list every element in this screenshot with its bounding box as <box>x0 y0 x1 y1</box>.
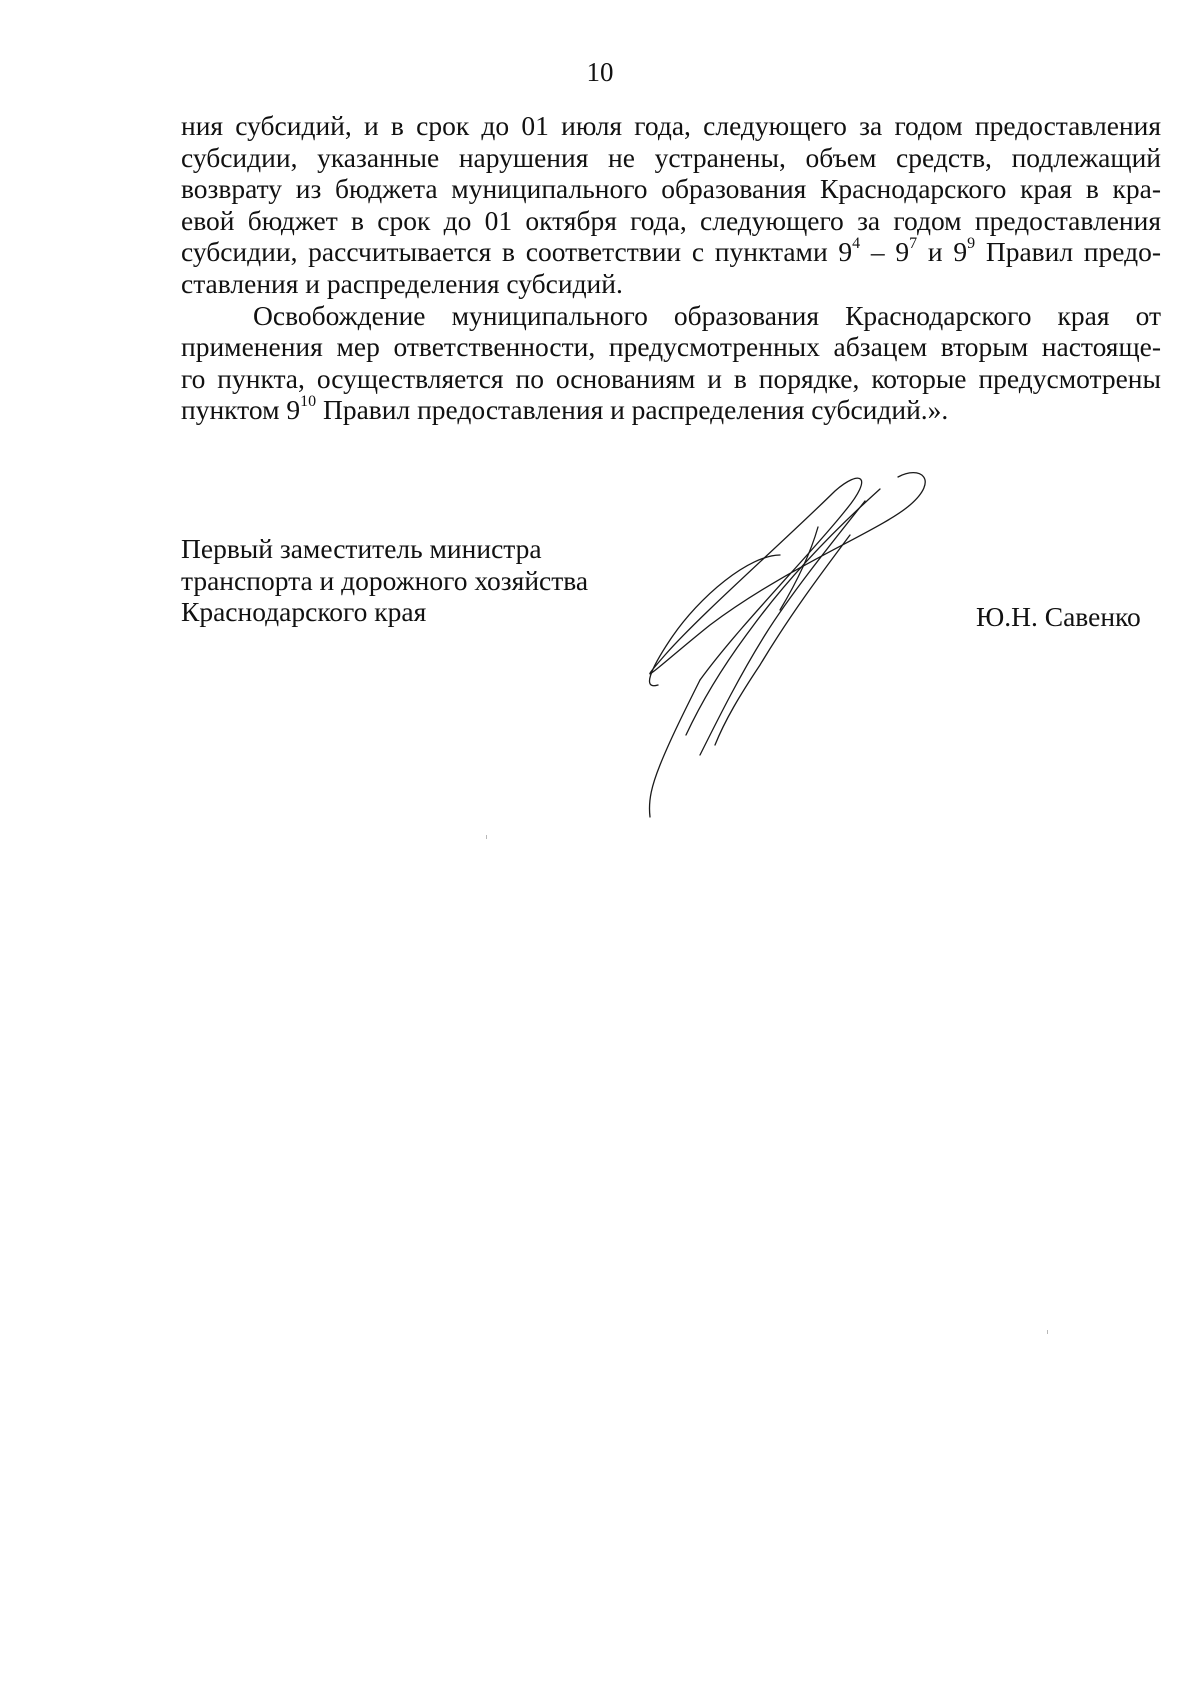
paragraph-2-line-3: го пункта, осуществляется по основаниям и в порядке, которые предусмотрены <box>181 362 1161 394</box>
paragraph-1-line-1: ния субсидий, и в срок до 01 июля года, следующего за годом предоставления <box>181 110 1161 141</box>
paragraph-1-line-5: субсидии, рассчитывается в соответствии с пунктами $9^4 - 9^7$ и $9^9$ Правил предо- <box>181 235 1162 268</box>
paragraph-2-line-4: пунктом $9^{10}$ Правил предоставления и распределения субсидий.». <box>181 393 949 426</box>
paragraph-2-line-2: применения мер ответственности, предусмотренных абзацем вторым настояще- <box>181 331 1161 363</box>
signer-title-line-2: транспорта и дорожного хозяйства <box>181 564 589 596</box>
page-number: 10 <box>586 57 614 87</box>
scan-speck <box>1047 1330 1048 1334</box>
scan-speck <box>486 835 487 839</box>
paragraph-2-line-1: Освобождение муниципального образования Краснодарского края от <box>253 299 1161 331</box>
paragraph-1-line-2: субсидии, указанные нарушения не устранены, объем средств, подлежащий <box>181 141 1161 173</box>
body-text <box>181 110 1161 426</box>
paragraph-1-line-6: ставления и распределения субсидий. <box>181 267 623 299</box>
signer-name: Ю.Н. Савенко <box>976 601 1141 632</box>
signer-title <box>181 533 588 628</box>
handwritten-signature <box>640 465 990 825</box>
signer-title-line-1: Первый заместитель министра <box>181 533 542 564</box>
paragraph-1-line-3: возврату из бюджета муниципального образования Краснодарского края в кра- <box>181 173 1161 205</box>
signer-title-line-3: Краснодарского края <box>181 596 427 628</box>
paragraph-1-line-4: евой бюджет в срок до 01 октября года, следующего за годом предоставления <box>181 204 1161 236</box>
